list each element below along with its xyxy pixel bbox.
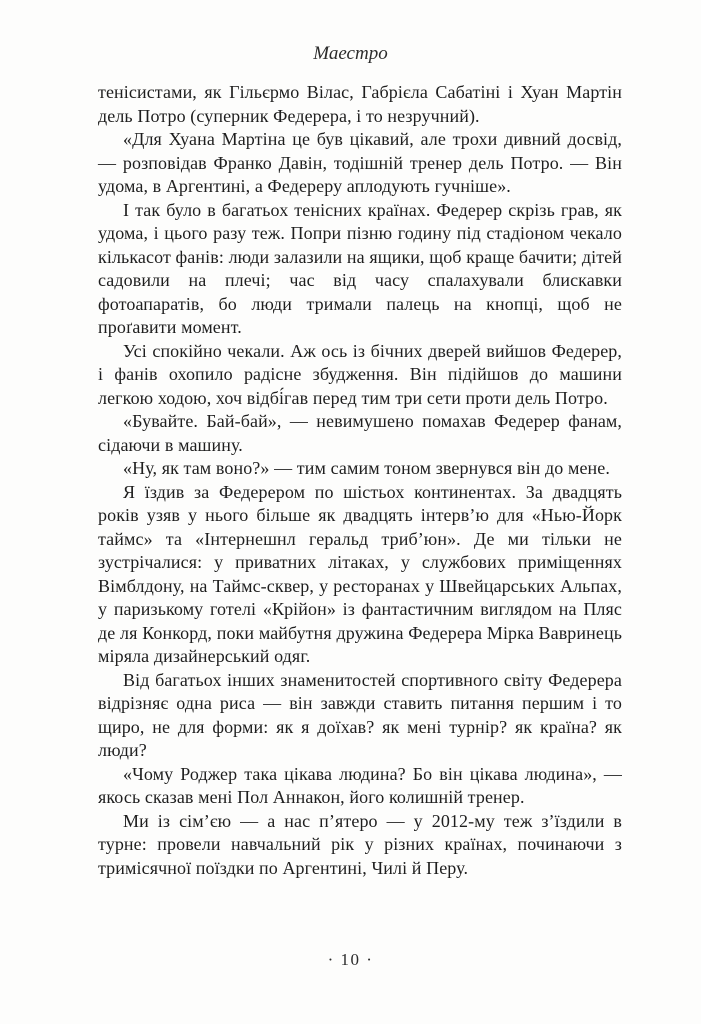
paragraph: «Бувайте. Бай-бай», — невимушено помахав Федерер фанам, сідаючи в машину. <box>98 411 622 455</box>
paragraph: Від багатьох інших знаменитостей спортивного світу Федерера відрізняє одна риса — він завжди ставить питання першим і то щиро, не для форми: як я доїхав? як мені турнір? як країна? як люди? <box>98 669 622 760</box>
paragraph: Я їздив за Федерером по шістьох континентах. За двадцять років узяв у нього більше як двадцять інтерв’ю для «Нью-Йорк таймс» та «Інтернешнл геральд триб’юн». Де ми тільки не зустрічалися: у приватних літаках, у службових приміщеннях Вімблдону, на Таймс-сквер, у ресторанах у Швейцарських Альпах, у паризькому готелі «Крійон» із фантастичним виглядом на Пляс де ля Конкорд, поки майбутня дружина Федерера Мірка Вавринець міряла дизайнерський одяг. <box>98 481 622 666</box>
paragraph: «Ну, як там воно?» — тим самим тоном звернувся він до мене. <box>123 458 610 478</box>
paragraph: Ми із сім’єю — а нас п’ятеро — у 2012-му теж з’їздили в турне: провели навчальний рік у різних країнах, починаючи з тримісячної поїздки по Аргентині, Чилі й Перу. <box>98 810 622 878</box>
running-header: Маестро <box>313 43 388 64</box>
paragraph: «Чому Роджер така цікава людина? Бо він цікава людина», — якось сказав мені Пол Аннакон, його колишній тренер. <box>98 763 622 807</box>
paragraph: «Для Хуана Мартіна це був цікавий, але трохи дивний досвід, — розповідав Франко Давін, тодішній тренер дель Потро. — Він удома, в Аргентині, а Федереру аплодують гучніше». <box>98 129 622 196</box>
paragraph: Усі спокійно чекали. Аж ось із бічних дверей вийшов Федерер, і фанів охопило радісне збудження. Він підійшов до машини легкою ходою, хоч відбі́гав перед тим три сети проти дель Потро. <box>98 340 622 408</box>
body-text <box>98 81 622 880</box>
page-number: · 10 · <box>327 950 374 969</box>
paragraph: тенісистами, як Гільєрмо Вілас, Габрієла Сабатіні і Хуан Мартін дель Потро (суперник Федерера, і то незручний). <box>98 82 622 126</box>
paragraph: І так було в багатьох тенісних країнах. Федерер скрізь грав, як удома, і цього разу теж. Попри пізню годину під стадіоном чекало кількасот фанів: люди залазили на ящики, щоб краще бачити; дітей садовили на плечі; час від часу спалахували блискавки фотоапаратів, бо люди тримали палець на кнопці, щоб не проґавити момент. <box>98 199 622 337</box>
